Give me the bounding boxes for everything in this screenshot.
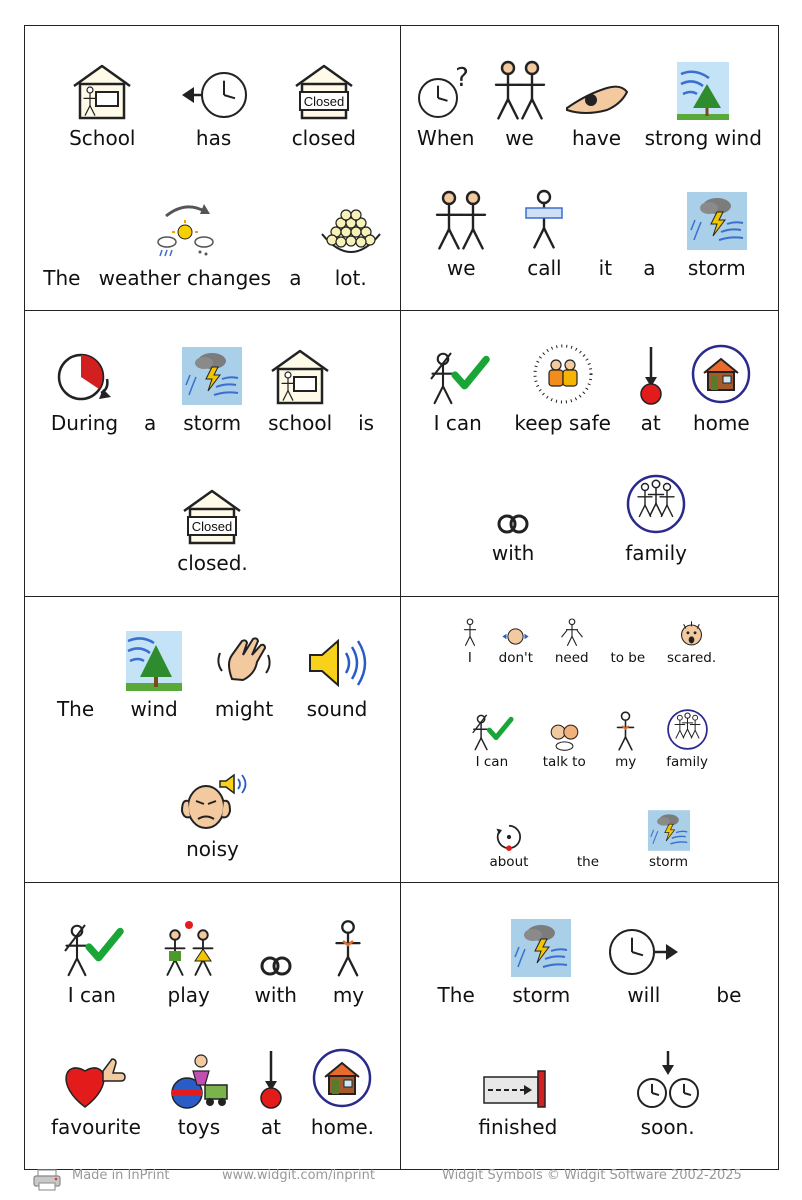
symbol-word-label: be — [716, 983, 742, 1007]
rings-icon — [493, 471, 533, 535]
symbol-word — [625, 471, 687, 565]
symbol-word-label: During — [50, 411, 119, 435]
person-icon — [463, 603, 477, 647]
symbol-sentence-line — [401, 603, 778, 666]
symbol-word-label: my — [615, 754, 637, 770]
symbol-word — [43, 196, 80, 290]
symbol-word — [687, 186, 747, 280]
symbol-word — [178, 767, 248, 861]
svg-text:?: ? — [454, 63, 469, 93]
symbol-word-label: I can — [475, 754, 509, 770]
weather-change-icon — [152, 196, 218, 260]
symbol-word — [478, 1045, 557, 1139]
clock-arrow-forward-icon — [608, 913, 680, 977]
symbol-sentence-line — [25, 627, 400, 721]
symbol-word-label: might — [214, 697, 274, 721]
symbol-panel — [24, 311, 401, 597]
symbol-word-label: has — [195, 126, 232, 150]
symbol-word-label: I can — [433, 411, 482, 435]
symbol-word-label: it — [598, 256, 613, 280]
symbol-word — [690, 341, 752, 435]
symbol-sentence-line — [401, 56, 778, 150]
symbol-sentence-line — [401, 707, 778, 770]
symbol-word-label: closed. — [177, 551, 248, 575]
strong-wind-icon — [677, 56, 729, 120]
person-need-icon — [560, 603, 584, 647]
symbol-word-label: a — [289, 266, 302, 290]
speaker-icon — [306, 627, 368, 691]
symbol-word-label: The — [56, 697, 95, 721]
symbol-word-label: The — [437, 983, 475, 1007]
symbol-word-label: my — [332, 983, 365, 1007]
symbol-word — [167, 1045, 231, 1139]
symbol-word — [615, 707, 636, 770]
pile-of-balls-icon — [320, 196, 382, 260]
symbol-panel — [401, 311, 779, 597]
symbol-word — [358, 341, 374, 435]
storm-icon — [687, 186, 747, 250]
symbol-word-label: lot. — [334, 266, 367, 290]
symbol-word — [543, 707, 586, 770]
symbol-word — [491, 56, 549, 150]
hand-holding-icon — [565, 56, 629, 120]
symbol-word — [438, 913, 475, 1007]
toys-icon — [167, 1045, 231, 1109]
symbol-word — [599, 186, 612, 280]
symbol-word-label: The — [43, 266, 81, 290]
svg-text:Closed: Closed — [192, 519, 233, 534]
symbol-panel — [24, 883, 401, 1170]
svg-text:Closed: Closed — [303, 94, 345, 109]
person-check-icon — [61, 913, 123, 977]
symbol-word — [667, 603, 716, 666]
symbol-word-label: about — [489, 854, 529, 870]
symbol-word — [514, 341, 611, 435]
face-arrows-icon — [501, 603, 530, 647]
symbol-word — [499, 603, 533, 666]
footer — [0, 1168, 802, 1198]
symbol-sentence-line — [401, 1045, 778, 1139]
symbol-word-label: noisy — [186, 837, 239, 861]
symbol-panel — [24, 597, 401, 883]
family-circle-icon — [625, 471, 687, 535]
person-check-icon — [470, 707, 513, 751]
hand-wave-icon — [214, 627, 274, 691]
symbol-word-label: storm — [183, 411, 242, 435]
symbol-sentence-line — [25, 56, 400, 150]
symbol-word-label: have — [572, 126, 622, 150]
symbol-sentence-line — [401, 471, 778, 565]
symbol-word — [470, 707, 513, 770]
home-circle-icon — [311, 1045, 373, 1109]
symbol-sentence-line — [401, 807, 778, 870]
symbol-word-label: play — [167, 983, 210, 1007]
symbol-word — [608, 913, 680, 1007]
symbol-word — [69, 56, 135, 150]
symbol-word-label: When — [417, 126, 475, 150]
safe-circle-icon — [532, 341, 594, 405]
symbol-word-label: storm — [512, 983, 571, 1007]
symbol-word — [648, 807, 690, 870]
symbol-word-label: the — [576, 854, 600, 870]
symbol-word-label: strong wind — [644, 126, 762, 150]
symbol-word — [511, 913, 571, 1007]
talk-faces-icon — [549, 707, 580, 751]
two-clocks-icon — [635, 1045, 701, 1109]
symbol-word-label: keep safe — [514, 411, 611, 435]
house-board-icon — [268, 341, 332, 405]
symbol-word-label: at — [640, 411, 661, 435]
symbol-word — [521, 186, 567, 280]
symbol-sentence-line — [401, 186, 778, 280]
symbol-word — [257, 1045, 285, 1139]
symbol-word-label: will — [627, 983, 661, 1007]
symbol-word — [99, 196, 271, 290]
symbol-word — [268, 341, 332, 435]
symbol-word-label: I can — [67, 983, 116, 1007]
symbol-word-label: is — [358, 411, 375, 435]
symbol-panel — [401, 597, 779, 883]
footer-copyright: Widgit Symbols © Widgit Software 2002-2025 — [442, 1168, 742, 1183]
symbol-word — [643, 186, 655, 280]
symbol-word-label: soon. — [640, 1115, 695, 1139]
symbol-sentence-line — [401, 913, 778, 1007]
symbol-word — [492, 471, 534, 565]
symbol-word — [427, 341, 489, 435]
symbol-word — [292, 56, 356, 150]
at-arrow-icon — [257, 1045, 285, 1109]
scared-face-icon — [678, 603, 705, 647]
symbol-word-label: I — [467, 650, 472, 666]
home-circle-icon — [690, 341, 752, 405]
symbol-word-label: a — [144, 411, 157, 435]
symbol-word-label: don't — [498, 650, 534, 666]
symbol-word-label: home. — [310, 1115, 374, 1139]
noisy-face-icon — [178, 767, 248, 831]
storm-icon — [648, 807, 690, 851]
symbol-word-label: closed — [291, 126, 356, 150]
tree-wind-icon — [126, 627, 182, 691]
symbol-word — [333, 913, 364, 1007]
about-circle-icon — [495, 807, 523, 851]
symbol-word-label: a — [643, 256, 656, 280]
symbol-sentence-line — [401, 341, 778, 435]
closed-house-icon — [180, 481, 244, 545]
symbol-word — [320, 196, 382, 290]
symbol-word — [311, 1045, 374, 1139]
symbol-word — [289, 196, 301, 290]
symbol-word-label: family — [625, 541, 687, 565]
timer-icon — [53, 341, 117, 405]
kids-play-icon — [159, 913, 219, 977]
symbol-word-label: School — [69, 126, 136, 150]
symbol-word-label: at — [260, 1115, 281, 1139]
clock-question-icon — [418, 56, 474, 120]
symbol-word-label: we — [505, 126, 534, 150]
family-circle-icon — [666, 707, 709, 751]
symbol-word-label: weather changes — [98, 266, 272, 290]
person-my-icon — [615, 707, 636, 751]
symbol-word — [637, 341, 665, 435]
symbol-word-label: need — [554, 650, 589, 666]
symbol-word — [645, 56, 762, 150]
symbol-word-label: with — [491, 541, 535, 565]
symbol-sentence-line — [25, 341, 400, 435]
symbol-word-label: school — [268, 411, 333, 435]
finish-line-icon — [484, 1045, 552, 1109]
symbol-word — [635, 1045, 701, 1139]
person-my-icon — [333, 913, 363, 977]
two-people-icon — [432, 186, 490, 250]
symbol-word — [417, 56, 474, 150]
symbol-word — [577, 807, 599, 870]
symbol-word-label: home — [692, 411, 750, 435]
footer-url[interactable]: www.widgit.com/inprint — [222, 1168, 375, 1183]
symbol-sentence-line — [25, 1045, 400, 1139]
symbol-word — [177, 481, 248, 575]
at-arrow-icon — [637, 341, 665, 405]
symbol-word — [61, 913, 123, 1007]
symbol-word-label: storm — [648, 854, 689, 870]
symbol-sentence-line — [25, 481, 400, 575]
closed-house-icon — [292, 56, 356, 120]
symbol-word — [126, 627, 182, 721]
symbol-panel — [401, 25, 779, 311]
symbol-word — [489, 807, 528, 870]
person-check-icon — [427, 341, 489, 405]
symbol-word — [306, 627, 368, 721]
symbol-grid — [24, 25, 779, 1170]
symbol-word-label: with — [254, 983, 297, 1007]
house-board-icon — [70, 56, 134, 120]
symbol-panel — [401, 883, 779, 1170]
symbol-word-label: we — [446, 256, 476, 280]
symbol-word-label: sound — [306, 697, 368, 721]
symbol-word-label: wind — [130, 697, 178, 721]
symbol-sentence-line — [25, 767, 400, 861]
symbol-word-label: talk to — [542, 754, 586, 770]
symbol-word-label: scared. — [667, 650, 717, 666]
symbol-word — [255, 913, 297, 1007]
symbol-sentence-line — [25, 196, 400, 290]
rings-icon — [256, 913, 296, 977]
footer-made-in: Made in InPrint — [72, 1168, 170, 1183]
two-people-icon — [491, 56, 549, 120]
symbol-word — [610, 603, 645, 666]
symbol-word — [716, 913, 741, 1007]
symbol-word-label: family — [666, 754, 708, 770]
symbol-word-label: finished — [478, 1115, 558, 1139]
symbol-word-label: favourite — [50, 1115, 141, 1139]
symbol-word-label: storm — [687, 256, 746, 280]
person-label-icon — [521, 186, 567, 250]
symbol-sentence-line — [25, 913, 400, 1007]
storm-icon — [511, 913, 571, 977]
symbol-word — [180, 56, 248, 150]
symbol-word — [463, 603, 477, 666]
symbol-word — [51, 1045, 141, 1139]
storm-icon — [182, 341, 242, 405]
symbol-word — [565, 56, 629, 150]
symbol-word — [555, 603, 589, 666]
symbol-word — [51, 341, 118, 435]
symbol-panel — [24, 25, 401, 311]
symbol-word-label: to be — [610, 650, 646, 666]
clock-arrow-back-icon — [180, 56, 248, 120]
symbol-word — [666, 707, 709, 770]
symbol-word — [144, 341, 156, 435]
symbol-word — [432, 186, 490, 280]
symbol-word-label: call — [527, 256, 562, 280]
symbol-word — [159, 913, 219, 1007]
heart-thumb-icon — [63, 1045, 129, 1109]
printer-icon — [32, 1169, 62, 1191]
symbol-word — [214, 627, 274, 721]
symbol-word — [57, 627, 94, 721]
symbol-word-label: toys — [177, 1115, 221, 1139]
symbol-word — [182, 341, 242, 435]
